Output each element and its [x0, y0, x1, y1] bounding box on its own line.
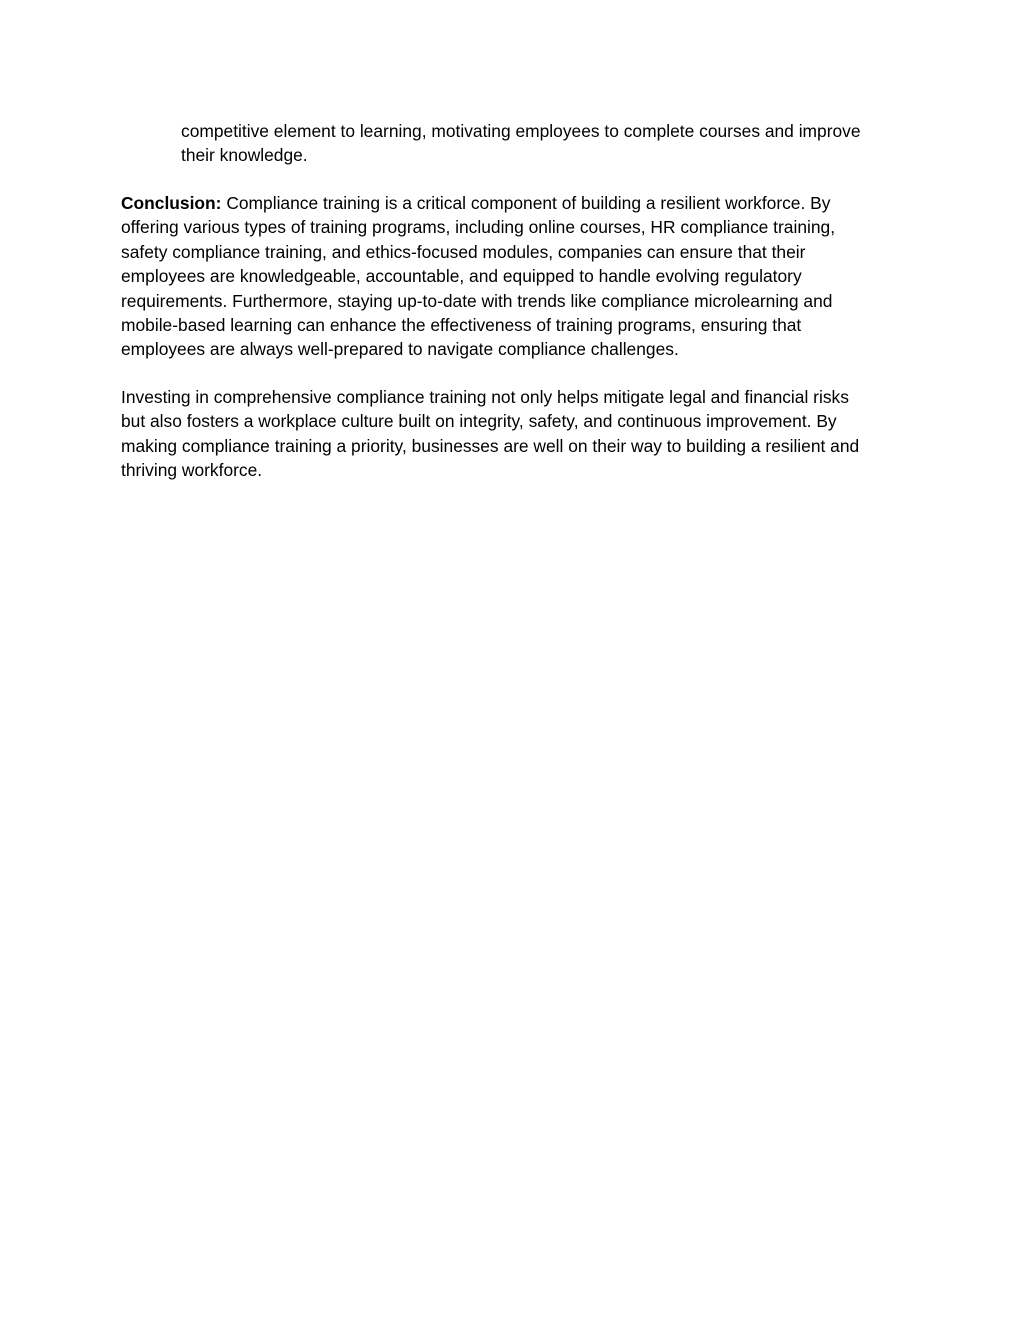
indented-list-continuation-paragraph: competitive element to learning, motivating employees to complete courses and improve their knowledge.: [181, 121, 861, 166]
investing-paragraph: Investing in comprehensive compliance training not only helps mitigate legal and financial risks but also fosters a workplace culture built on integrity, safety, and continuous improvement. By making compliance training a priority, businesses are well on their way to building a resilient and thriving workforce.: [121, 387, 860, 481]
conclusion-paragraph: [121, 191, 961, 362]
conclusion-label: Conclusion:: [121, 193, 222, 213]
conclusion-text: Compliance training is a critical component of building a resilient workforce. By offering various types of training programs, including online courses, HR compliance training, safety compliance training, and ethics-focused modules, companies can ensure that their employees are knowledgeable, accountable, and equipped to handle evolving regulatory requirements. Furthermore, staying up-to-date with trends like compliance microlearning and mobile-based learning can enhance the effectiveness of training programs, ensuring that employees are always well-prepared to navigate compliance challenges.: [121, 193, 836, 360]
